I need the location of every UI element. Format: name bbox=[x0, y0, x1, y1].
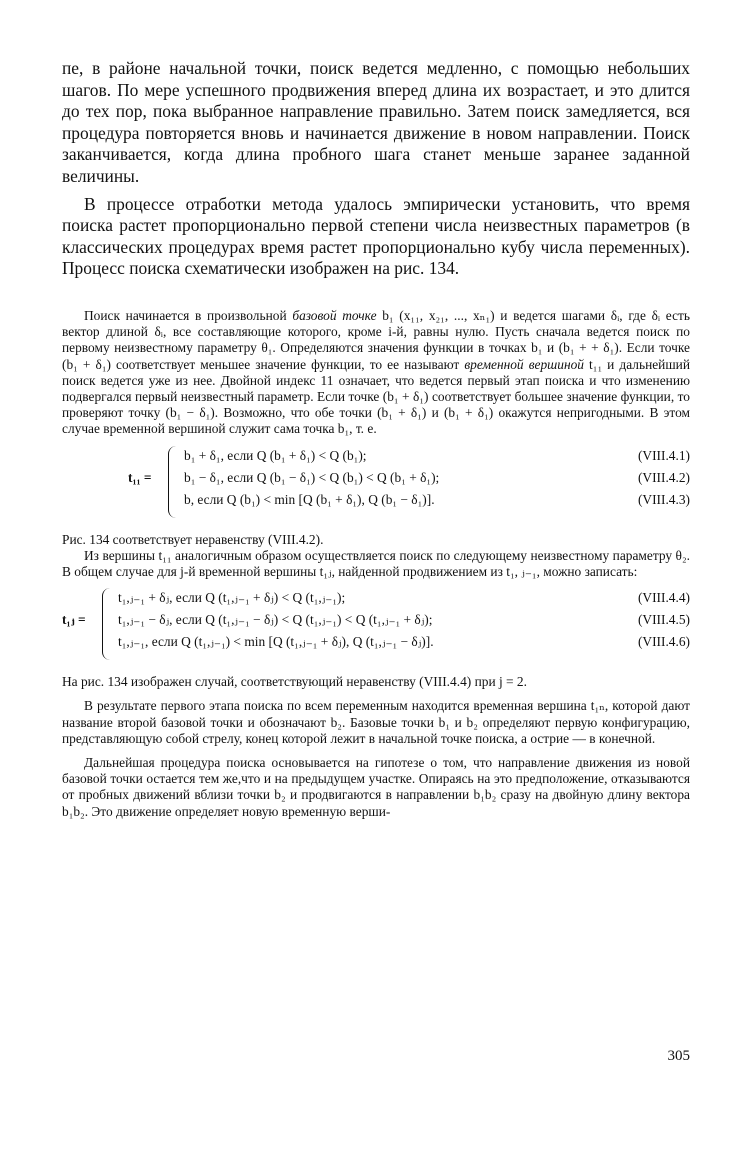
equation-group-2 bbox=[62, 588, 690, 660]
paragraph-7: В результате первого этапа поиска по всем переменным находится временная вершина t₁ₙ, которой дают название второй базовой точки и обозначают b₂. Базовые точки b₁ и b₂ определяют первую конфигурацию, представляющую собой стрелу, конец которой лежит в начальной точке поиска, а острие — в конечной. bbox=[62, 698, 690, 746]
paragraph-5: Из вершины t₁₁ аналогичным образом осуществляется поиск по следующему неизвестному параметру θ₂. В общем случае для j-й временной вершины t₁ⱼ, найденной продвижением из t₁, ⱼ₋₁, можно записать: bbox=[62, 547, 690, 579]
equation-row bbox=[62, 446, 690, 468]
equation-expression: t₁,ⱼ₋₁ + δⱼ, если Q (t₁,ⱼ₋₁ + δⱼ) < Q (t₁,ⱼ₋₁); bbox=[118, 590, 346, 606]
page-number: 305 bbox=[667, 1048, 690, 1064]
equation-row bbox=[62, 490, 690, 512]
paragraph-3 bbox=[62, 308, 690, 438]
equation-row bbox=[62, 632, 690, 654]
equation-1-lhs: t₁₁ = bbox=[128, 469, 152, 485]
paragraph-2: В процессе отработки метода удалось эмпирически установить, что время поиска растет пропорционально первой степени числа неизвестных параметров (в классических процедурах время растет пропорционально кубу числа переменных). Процесс поиска схематически изображен на рис. 134. bbox=[62, 193, 690, 279]
equation-number: (VIII.4.6) bbox=[637, 634, 690, 650]
equation-expression: t₁,ⱼ₋₁ − δⱼ, если Q (t₁,ⱼ₋₁ − δⱼ) < Q (t₁,ⱼ₋₁) < Q (t₁,ⱼ₋₁ + δⱼ); bbox=[118, 612, 433, 628]
equation-number: (VIII.4.3) bbox=[637, 491, 690, 507]
page-body bbox=[62, 58, 690, 820]
equation-number: (VIII.4.4) bbox=[637, 590, 690, 606]
equation-expression: t₁,ⱼ₋₁, если Q (t₁,ⱼ₋₁) < min [Q (t₁,ⱼ₋₁ + δⱼ), Q (t₁,ⱼ₋₁ − δⱼ)]. bbox=[118, 634, 434, 650]
equation-row bbox=[62, 468, 690, 490]
equation-2-lhs: t₁ⱼ = bbox=[62, 612, 86, 628]
paragraph-6: На рис. 134 изображен случай, соответствующий неравенству (VIII.4.4) при j = 2. bbox=[62, 674, 527, 690]
equation-row bbox=[62, 610, 690, 632]
equation-number: (VIII.4.2) bbox=[637, 469, 690, 485]
equation-expression: b, если Q (b₁) < min [Q (b₁ + δ₁), Q (b₁ − δ₁)]. bbox=[184, 491, 435, 507]
equation-number: (VIII.4.5) bbox=[637, 612, 690, 628]
paragraph-4: Рис. 134 соответствует неравенству (VIII.4.2). bbox=[62, 531, 324, 547]
term-base-point: базовой точке bbox=[292, 307, 377, 323]
equation-number: (VIII.4.1) bbox=[637, 447, 690, 463]
paragraph-3-part-b: b₁ (x₁₁, x₂₁, ..., xₙ₁) и ведется шагами δᵢ, где δᵢ есть вектор длиной δᵢ, все составляющие которого, кроме i-й, равны нулю. Пусть сначала ведется поиск по первому неизвестному параметру θ₁. Определяются значения функции в точках b₁ и (b₁ + + δ₁). Если точке (b₁ + δ₁) соответствует меньшее значение функции, то ее называют bbox=[62, 307, 690, 372]
paragraph-1: пе, в районе начальной точки, поиск ведется медленно, с помощью небольших шагов. По мере успешного продвижения вперед длина их возрастает, и это длится до тех пор, пока выбранное направление правильно. Затем поиск замедляется, вся процедура повторяется вновь и начинается движение в новом направлении. Поиск заканчивается, когда длина пробного шага станет меньше заранее заданной величины. bbox=[62, 58, 690, 186]
paragraph-8: Дальнейшая процедура поиска основывается на гипотезе о том, что направление движения из новой базовой точки остается тем же,что и на предыдущем участке. Опираясь на это предположение, отказываются от пробных движений вблизи точки b₂ и продвигаются в направлении b₁b₂ сразу на двойную длину вектора b₁b₂. Это движение определяет новую временную верши- bbox=[62, 754, 690, 819]
equation-expression: b₁ − δ₁, если Q (b₁ − δ₁) < Q (b₁) < Q (b₁ + δ₁); bbox=[184, 469, 440, 485]
equation-group-1 bbox=[62, 446, 690, 518]
paragraph-3-part-a: Поиск начинается в произвольной bbox=[84, 307, 293, 323]
equation-row bbox=[62, 588, 690, 610]
equation-expression: b₁ + δ₁, если Q (b₁ + δ₁) < Q (b₁); bbox=[184, 447, 367, 463]
term-temporary-vertex: временной вершиной bbox=[464, 356, 584, 372]
paragraph-3-part-c: t₁₁ и дальнейший поиск ведется уже из нее. Двойной индекс 11 означает, что ведется первый этап поиска и что изменению подвергался первый неизвестный параметр. Если точке (b₁ + δ₁) соответствует большее значение функции, то проверяют точку (b₁ − δ₁). Возможно, что обе точки (b₁ + δ₁) и (b₁ + δ₁) окажутся непригодными. В этом случае временной вершиной служит сама точка b₁, т. е. bbox=[62, 356, 690, 437]
